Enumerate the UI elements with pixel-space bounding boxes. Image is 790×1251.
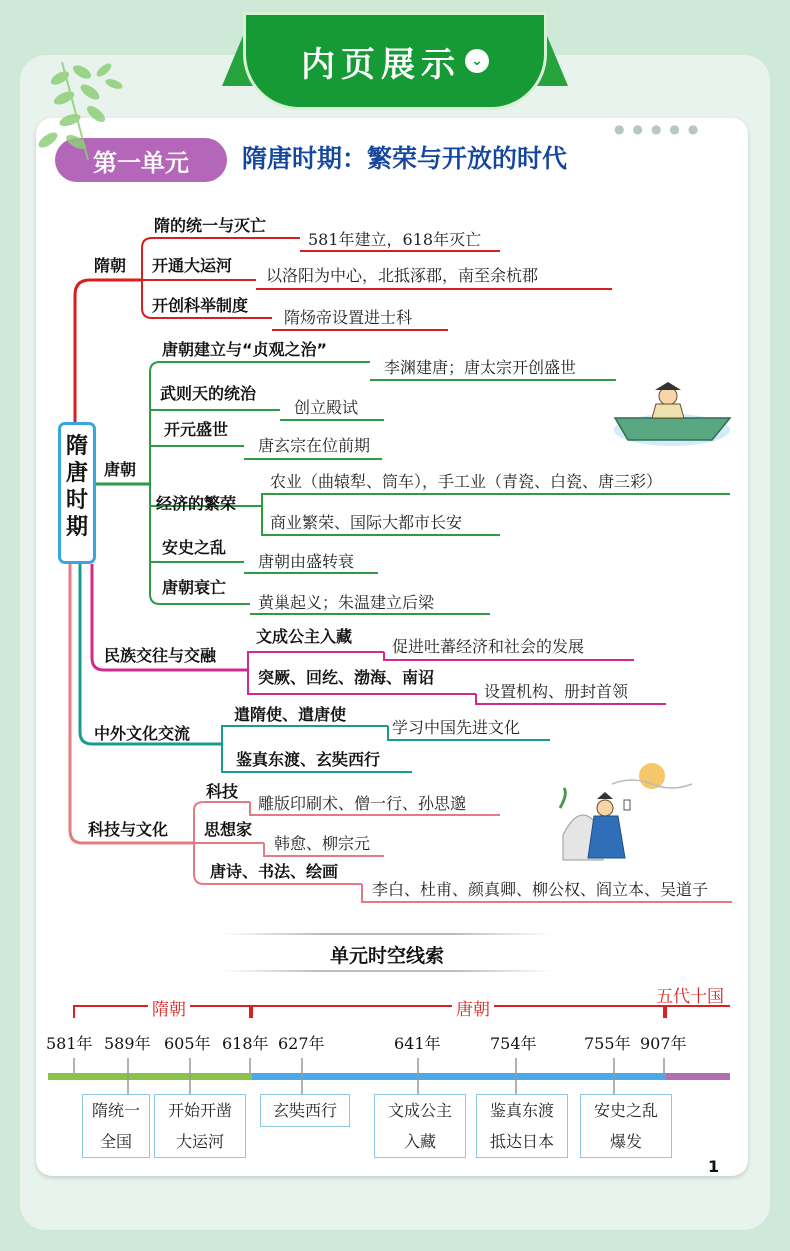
culture-item-2: 思想家 [204, 820, 253, 839]
culture-detail-2: 韩愈、柳宗元 [274, 834, 371, 853]
tang-item-5: 安史之乱 [162, 538, 227, 557]
page-number: 1 [708, 1157, 720, 1176]
tang-item-4: 经济的繁荣 [156, 494, 237, 513]
chevron-down-icon[interactable]: ⌄ [465, 49, 489, 73]
year-618: 618年 [222, 1034, 269, 1053]
event-line: 隋统一 [91, 1101, 140, 1120]
tang-detail-5: 唐朝由盛转衰 [258, 552, 355, 571]
event-card [476, 1094, 568, 1158]
tang-detail-2: 创立殿试 [294, 398, 359, 417]
event-line: 入藏 [403, 1132, 436, 1151]
event-card [82, 1094, 150, 1158]
tang-detail-4a: 农业（曲辕犁、筒车），手工业（青瓷、白瓷、唐三彩） [270, 472, 663, 491]
branch-sui: 隋朝 [94, 256, 127, 275]
event-line: 玄奘西行 [272, 1101, 337, 1120]
event-card [374, 1094, 466, 1158]
year-907: 907年 [640, 1034, 687, 1053]
dynasty-wudai: 五代十国 [656, 987, 724, 1007]
tang-detail-3: 唐玄宗在位前期 [258, 436, 371, 455]
sui-item-3: 开创科举制度 [152, 296, 249, 315]
ethnic-item-2: 突厥、回纥、渤海、南诏 [258, 668, 435, 687]
ethnic-detail-1: 促进吐蕃经济和社会的发展 [392, 637, 585, 656]
timeline-divider-bottom [222, 970, 552, 972]
year-581: 581年 [46, 1034, 93, 1053]
leaf-icon [36, 61, 124, 160]
tang-item-6: 唐朝衰亡 [162, 578, 227, 597]
ethnic-detail-2: 设置机构、册封首领 [484, 682, 629, 701]
event-card [154, 1094, 246, 1158]
year-754: 754年 [490, 1034, 537, 1053]
timeline-tang-segment [252, 1073, 666, 1080]
ethnic-item-1: 文成公主入藏 [256, 627, 353, 646]
tang-detail-1: 李渊建唐；唐太宗开创盛世 [384, 358, 577, 377]
timeline-divider-top [222, 933, 552, 935]
timeline-title: 单元时空线索 [330, 945, 445, 967]
event-line: 抵达日本 [489, 1132, 554, 1151]
tang-detail-6: 黄巢起义；朱温建立后梁 [258, 593, 435, 612]
sui-item-2: 开通大运河 [152, 256, 233, 275]
event-line: 爆发 [609, 1132, 642, 1151]
culture-item-3: 唐诗、书法、绘画 [210, 862, 339, 881]
sui-detail-1: 581年建立，618年灭亡 [308, 230, 482, 249]
unit-heading: 隋唐时期：繁荣与开放的时代 [242, 144, 568, 173]
event-line: 大运河 [175, 1132, 224, 1151]
tang-detail-4b: 商业繁荣、国际大都市长安 [270, 513, 463, 532]
tang-item-2: 武则天的统治 [160, 384, 257, 403]
event-card [260, 1094, 350, 1127]
year-641: 641年 [394, 1034, 441, 1053]
tang-item-1: 唐朝建立与“贞观之治” [162, 340, 328, 359]
dynasty-tang: 唐朝 [452, 995, 494, 1020]
event-line: 鉴真东渡 [489, 1101, 554, 1120]
binding-holes: ●●●●● [614, 122, 707, 136]
year-755: 755年 [584, 1034, 631, 1053]
culture-item-1: 科技 [206, 782, 239, 801]
foreign-item-2: 鉴真东渡、玄奘西行 [236, 750, 381, 769]
culture-detail-1: 雕版印刷术、僧一行、孙思邈 [258, 794, 467, 813]
sui-detail-3: 隋炀帝设置进士科 [284, 308, 413, 327]
event-line: 开始开凿 [167, 1101, 232, 1120]
sui-item-1: 隋的统一与灭亡 [154, 216, 267, 235]
timeline-wudai-segment [666, 1073, 730, 1080]
culture-detail-3: 李白、杜甫、颜真卿、柳公权、阎立本、吴道子 [372, 880, 709, 899]
year-627: 627年 [278, 1034, 325, 1053]
sui-detail-2: 以洛阳为中心，北抵涿郡，南至余杭郡 [266, 266, 539, 285]
banner-title: 内页展示 [301, 44, 461, 85]
event-line: 安史之乱 [593, 1101, 658, 1120]
year-605: 605年 [164, 1034, 211, 1053]
event-line: 文成公主 [387, 1101, 452, 1120]
dynasty-sui: 隋朝 [148, 995, 190, 1020]
tang-item-3: 开元盛世 [164, 420, 229, 439]
timeline-sui-segment [48, 1073, 252, 1080]
root-node: 隋唐时期 [58, 422, 96, 564]
foreign-detail-1: 学习中国先进文化 [392, 718, 521, 737]
boat-scholar-illustration [614, 382, 730, 446]
event-line: 全国 [99, 1132, 132, 1151]
branch-ethnic: 民族交往与交融 [104, 646, 217, 665]
foreign-item-1: 遣隋使、遣唐使 [234, 705, 347, 724]
unit-label: 第一单元 [55, 138, 227, 182]
branch-foreign: 中外文化交流 [94, 724, 191, 743]
branch-culture: 科技与文化 [88, 820, 169, 839]
scholar-moon-illustration [560, 763, 692, 860]
year-589: 589年 [104, 1034, 151, 1053]
branch-tang: 唐朝 [104, 460, 137, 479]
event-card [580, 1094, 672, 1158]
